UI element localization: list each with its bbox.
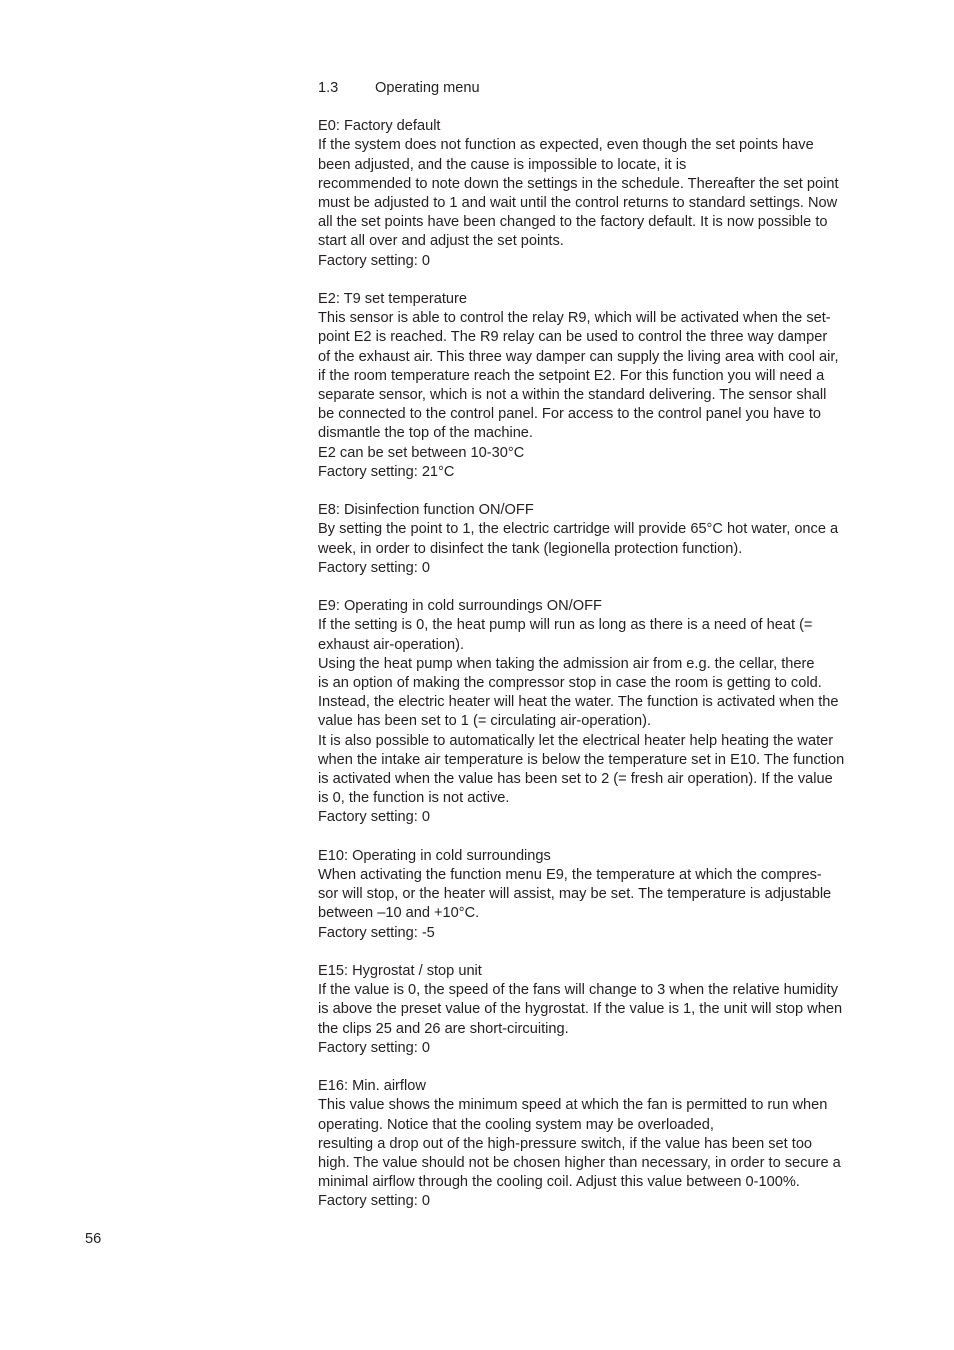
menu-entry: [318, 501, 908, 578]
entry-text-line: It is also possible to automatically let the electrical heater help heating the water: [318, 732, 834, 749]
menu-entry: [318, 597, 908, 827]
entry-text-line: separate sensor, which is not a within the standard delivering. The sensor shall: [318, 387, 827, 404]
entry-text-line: By setting the point to 1, the electric cartridge will provide 65°C hot water, once a: [318, 521, 839, 538]
entry-text-line: is above the preset value of the hygrostat. If the value is 1, the unit will stop when: [318, 1001, 843, 1018]
entry-title: E9: Operating in cold surroundings ON/OFF: [318, 598, 602, 615]
entry-text-line: Factory setting: 0: [318, 1039, 430, 1056]
entry-text-line: be connected to the control panel. For access to the control panel you have to: [318, 406, 821, 423]
entry-title: E0: Factory default: [318, 118, 441, 135]
entry-text-line: If the setting is 0, the heat pump will run as long as there is a need of heat (=: [318, 617, 813, 634]
entry-text-line: when the intake air temperature is below the temperature set in E10. The function: [318, 751, 845, 768]
menu-entry: [318, 290, 908, 482]
entry-text-line: E2 can be set between 10-30°C: [318, 444, 525, 461]
entry-text-line: week, in order to disinfect the tank (legionella protection function).: [318, 540, 743, 557]
entry-text-line: start all over and adjust the set points.: [318, 233, 564, 250]
entry-text-line: Factory setting: 0: [318, 809, 430, 826]
entry-text-line: between –10 and +10°C.: [318, 905, 480, 922]
entry-text-line: value has been set to 1 (= circulating air-operation).: [318, 713, 652, 730]
entry-text-line: When activating the function menu E9, the temperature at which the compres-: [318, 867, 822, 884]
entry-text-line: is an option of making the compressor stop in case the room is getting to cold.: [318, 675, 822, 692]
entry-text-line: Factory setting: -5: [318, 924, 435, 941]
entry-text-line: point E2 is reached. The R9 relay can be used to control the three way damper: [318, 329, 828, 346]
entry-text-line: been adjusted, and the cause is impossible to locate, it is: [318, 156, 687, 173]
entry-text-line: If the value is 0, the speed of the fans will change to 3 when the relative humidity: [318, 982, 839, 999]
entry-text-line: resulting a drop out of the high-pressure switch, if the value has been set too: [318, 1135, 813, 1152]
entry-text-line: all the set points have been changed to the factory default. It is now possible to: [318, 214, 828, 231]
entry-text-line: minimal airflow through the cooling coil. Adjust this value between 0-100%.: [318, 1174, 800, 1191]
entry-text-line: operating. Notice that the cooling system may be overloaded,: [318, 1116, 714, 1133]
entry-text-line: sor will stop, or the heater will assist, may be set. The temperature is adjustable: [318, 886, 832, 903]
entry-text-line: is 0, the function is not active.: [318, 790, 510, 807]
entry-text-line: dismantle the top of the machine.: [318, 425, 533, 442]
entry-text-line: If the system does not function as expected, even though the set points have: [318, 137, 814, 154]
entry-text-line: must be adjusted to 1 and wait until the control returns to standard settings. Now: [318, 195, 838, 212]
entry-text-line: if the room temperature reach the setpoint E2. For this function you will need a: [318, 367, 825, 384]
entry-text-line: Using the heat pump when taking the admission air from e.g. the cellar, there: [318, 655, 815, 672]
entry-text-line: is activated when the value has been set to 2 (= fresh air operation). If the value: [318, 771, 833, 788]
entry-text-line: recommended to note down the settings in the schedule. Thereafter the set point: [318, 175, 839, 192]
entry-title: E2: T9 set temperature: [318, 291, 467, 308]
menu-entry: [318, 1077, 908, 1211]
section-number: 1.3: [318, 80, 339, 96]
section-title: Operating menu: [375, 80, 480, 96]
section-heading: [318, 79, 908, 98]
entry-title: E15: Hygrostat / stop unit: [318, 963, 482, 980]
page-number: 56: [85, 1231, 102, 1247]
entry-text-line: Instead, the electric heater will heat the water. The function is activated when the: [318, 694, 839, 711]
entry-text-line: of the exhaust air. This three way damper can supply the living area with cool air,: [318, 348, 839, 365]
entry-title: E8: Disinfection function ON/OFF: [318, 502, 534, 519]
menu-entry: [318, 117, 908, 271]
menu-entries: [318, 117, 908, 1211]
entry-text-line: exhaust air-operation).: [318, 636, 465, 653]
entry-title: E16: Min. airflow: [318, 1078, 426, 1095]
entry-text-line: Factory setting: 0: [318, 1193, 430, 1210]
entry-text-line: Factory setting: 21°C: [318, 463, 455, 480]
entry-title: E10: Operating in cold surroundings: [318, 847, 551, 864]
entry-text-line: This sensor is able to control the relay R9, which will be activated when the set-: [318, 310, 831, 327]
entry-text-line: Factory setting: 0: [318, 559, 430, 576]
entry-text-line: This value shows the minimum speed at which the fan is permitted to run when: [318, 1097, 828, 1114]
menu-entry: [318, 847, 908, 943]
entry-text-line: high. The value should not be chosen higher than necessary, in order to secure a: [318, 1155, 841, 1172]
entry-text-line: the clips 25 and 26 are short-circuiting.: [318, 1020, 569, 1037]
document-body: [318, 79, 908, 1231]
menu-entry: [318, 962, 908, 1058]
entry-text-line: Factory setting: 0: [318, 252, 430, 269]
